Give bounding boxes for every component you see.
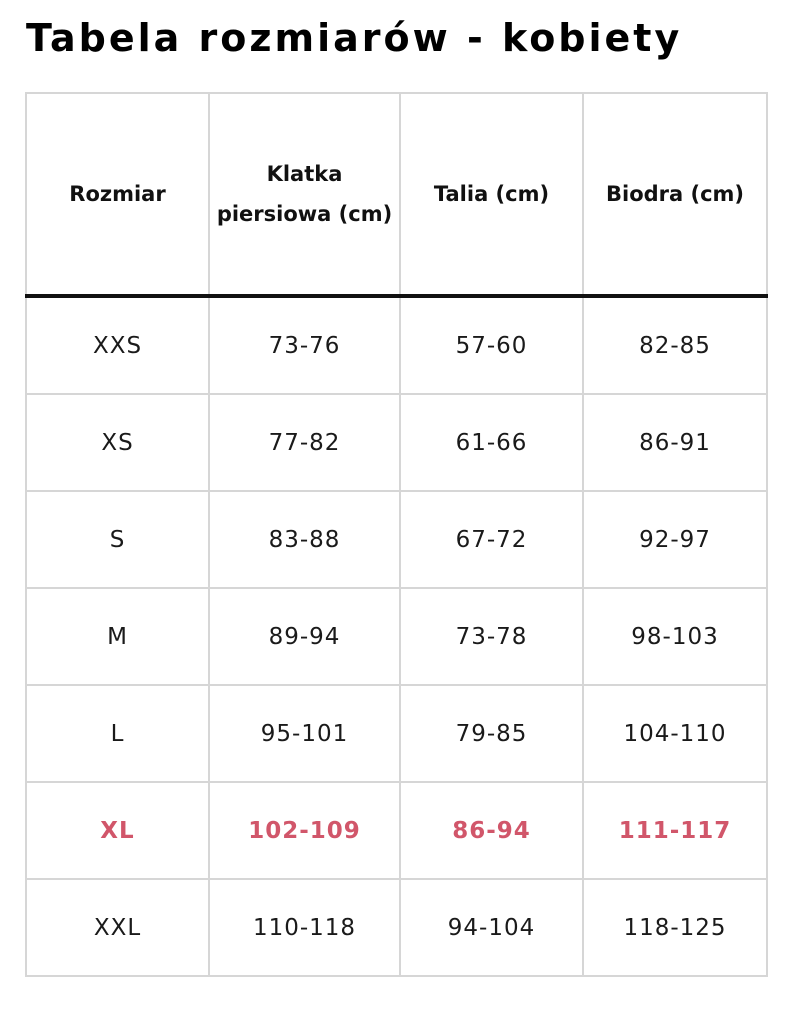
table-header-row <box>26 93 767 296</box>
cell-chest: 73-76 <box>209 296 400 394</box>
header-waist: Talia (cm) <box>400 93 583 296</box>
cell-size: L <box>26 685 209 782</box>
cell-waist: 79-85 <box>400 685 583 782</box>
cell-hips: 82-85 <box>583 296 767 394</box>
cell-chest: 77-82 <box>209 394 400 491</box>
cell-waist: 86-94 <box>400 782 583 879</box>
cell-size: S <box>26 491 209 588</box>
table-row <box>26 879 767 976</box>
table-row <box>26 394 767 491</box>
cell-waist: 73-78 <box>400 588 583 685</box>
cell-size: M <box>26 588 209 685</box>
cell-waist: 61-66 <box>400 394 583 491</box>
cell-chest: 102-109 <box>209 782 400 879</box>
cell-hips: 98-103 <box>583 588 767 685</box>
cell-waist: 67-72 <box>400 491 583 588</box>
cell-hips: 92-97 <box>583 491 767 588</box>
table-row <box>26 296 767 394</box>
header-hips: Biodra (cm) <box>583 93 767 296</box>
cell-size: XL <box>26 782 209 879</box>
page-title: Tabela rozmiarów - kobiety <box>26 16 683 60</box>
cell-hips: 104-110 <box>583 685 767 782</box>
header-size: Rozmiar <box>26 93 209 296</box>
cell-hips: 111-117 <box>583 782 767 879</box>
cell-chest: 83-88 <box>209 491 400 588</box>
cell-chest: 89-94 <box>209 588 400 685</box>
table-row-highlighted <box>26 782 767 879</box>
cell-chest: 110-118 <box>209 879 400 976</box>
cell-size: XXS <box>26 296 209 394</box>
cell-waist: 94-104 <box>400 879 583 976</box>
cell-size: XS <box>26 394 209 491</box>
cell-size: XXL <box>26 879 209 976</box>
size-table <box>25 92 768 977</box>
header-chest: Klatka piersiowa (cm) <box>209 93 400 296</box>
table-row <box>26 491 767 588</box>
cell-hips: 86-91 <box>583 394 767 491</box>
cell-chest: 95-101 <box>209 685 400 782</box>
table-row <box>26 685 767 782</box>
cell-waist: 57-60 <box>400 296 583 394</box>
cell-hips: 118-125 <box>583 879 767 976</box>
table-row <box>26 588 767 685</box>
